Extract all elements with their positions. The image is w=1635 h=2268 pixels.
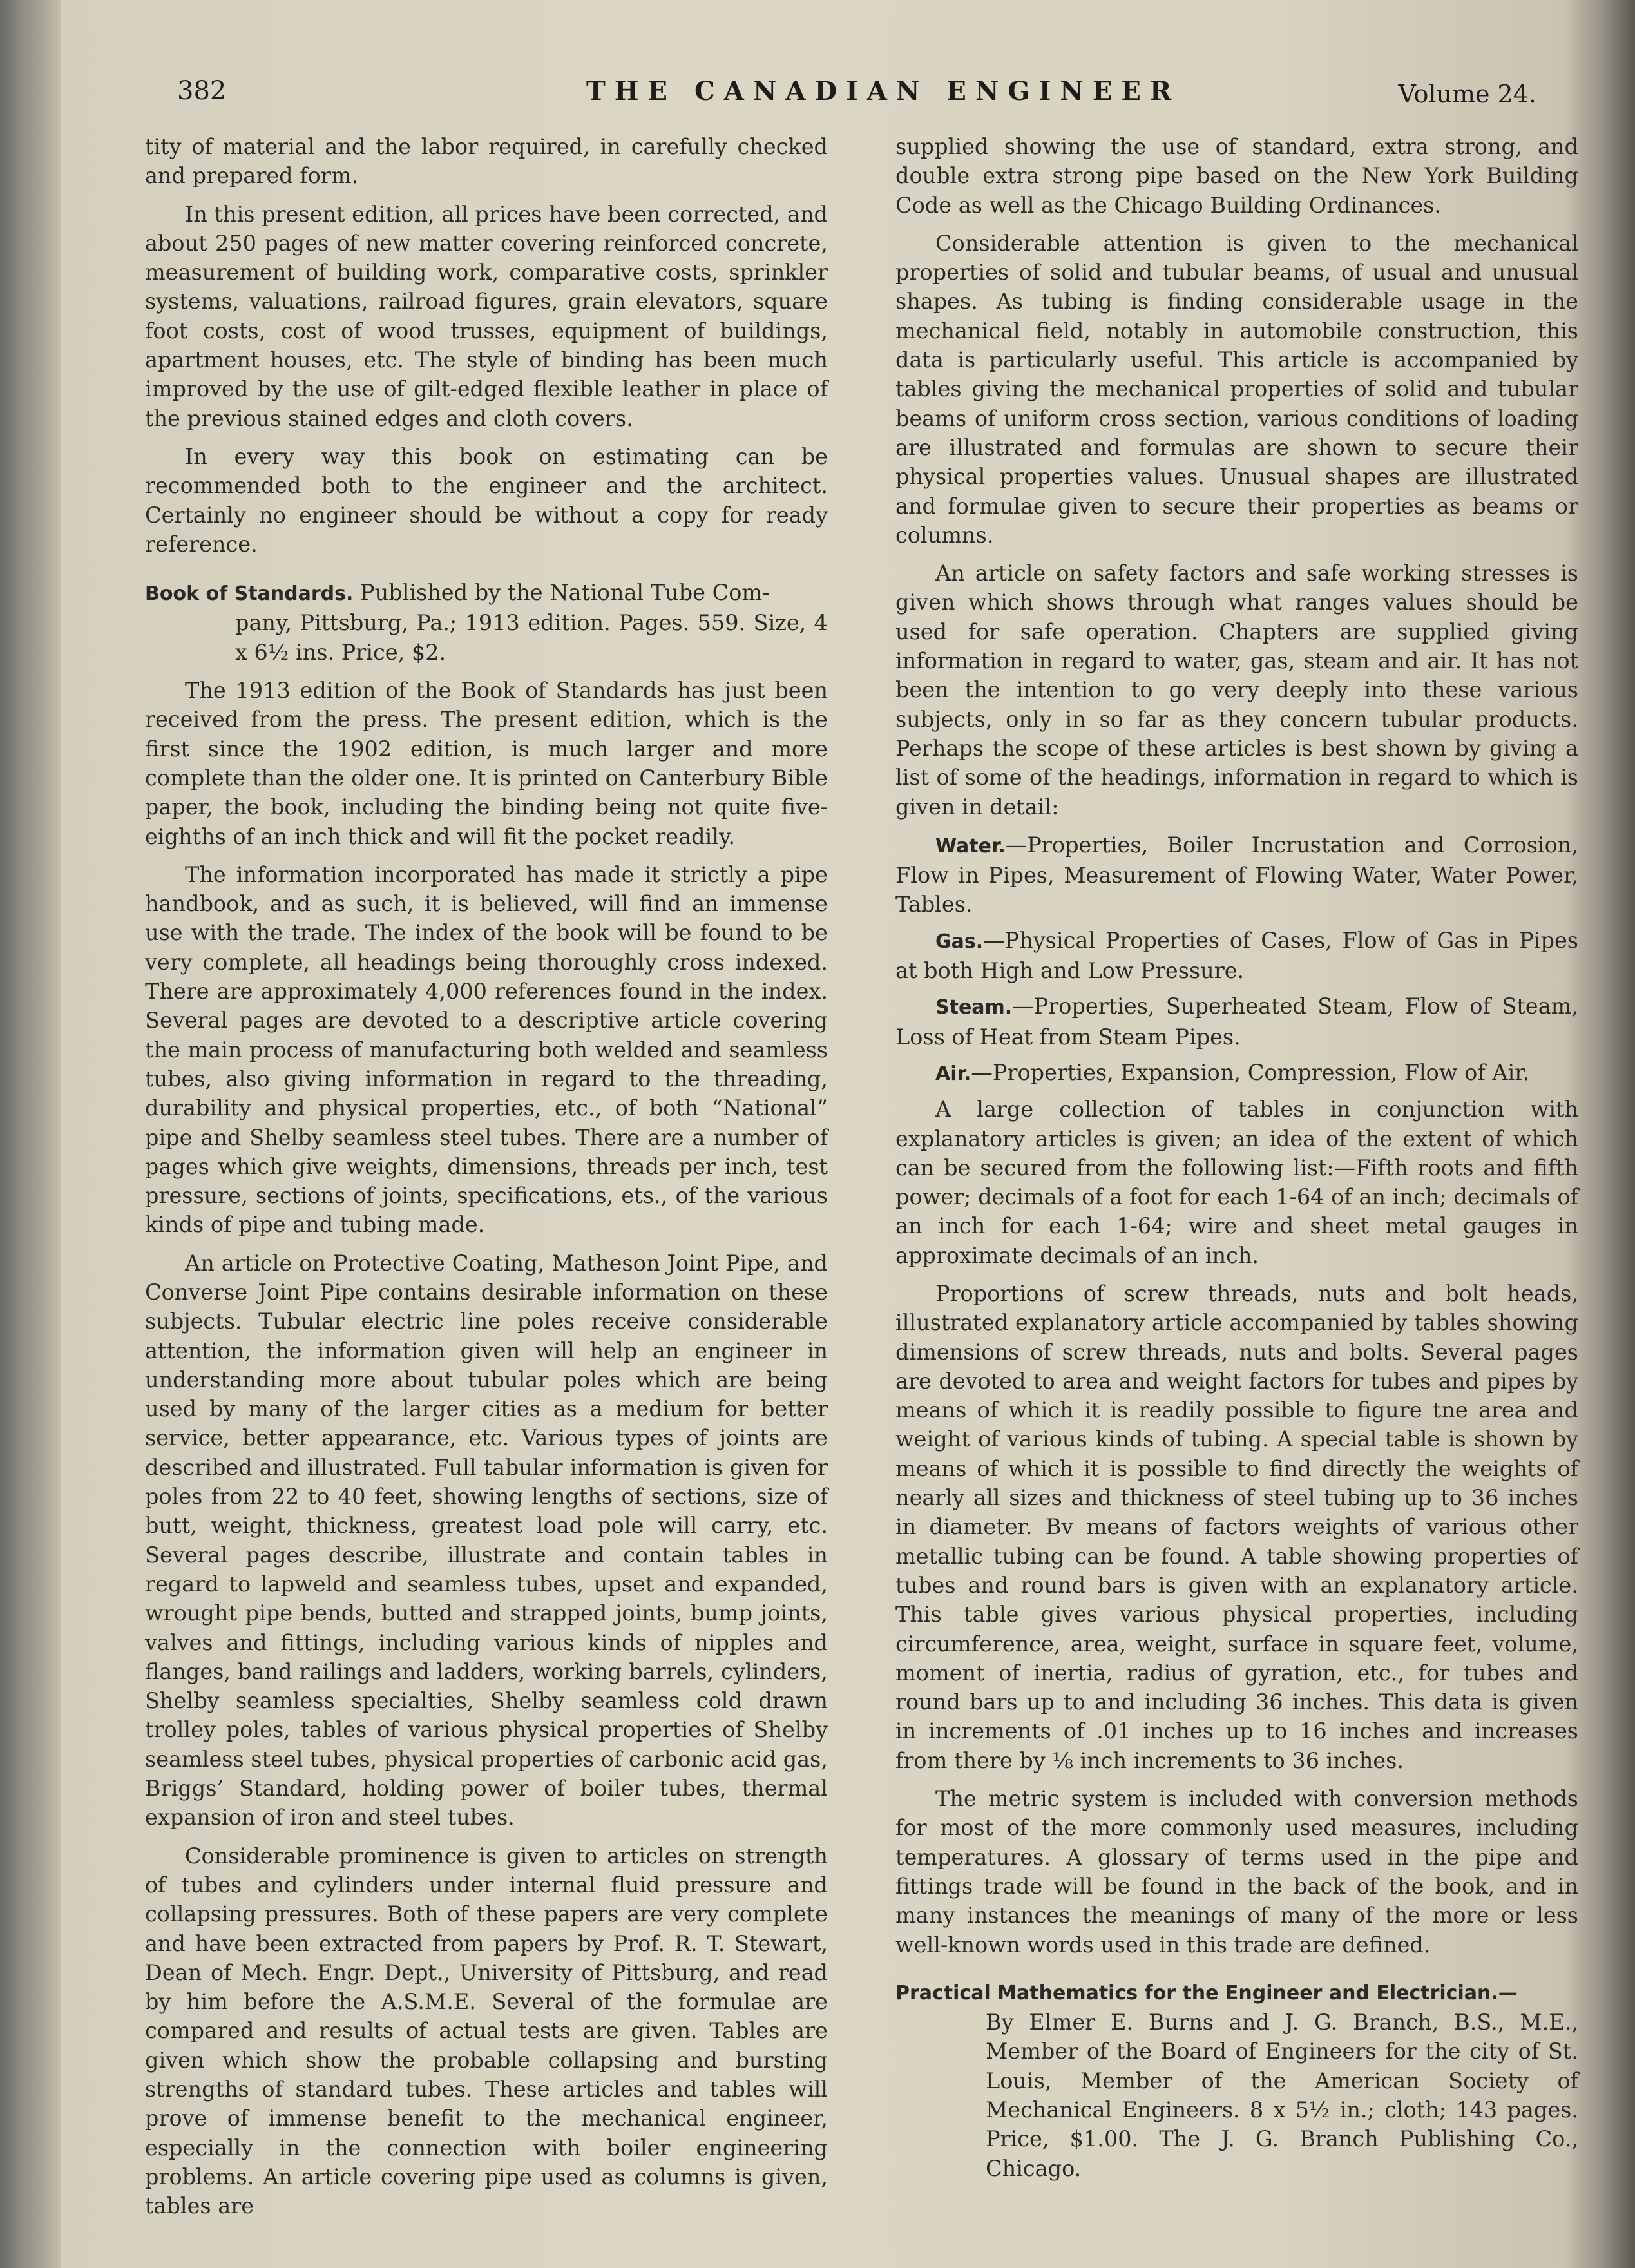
left-column: [145, 132, 828, 2229]
book-review-heading: [895, 1979, 1578, 2183]
volume-label: Volume 24.: [1398, 80, 1536, 108]
subsection-text: —Properties, Expansion, Compression, Flow of Air.: [971, 1059, 1530, 1085]
paragraph: A large collection of tables in conjunction with explanatory articles is given; an idea of the extent of which can be secured from the following list:—Fifth roots and fifth power; decimals of a foot for each 1-64 of an inch; decimals of an inch for each 1-64; wire and sheet metal gauges in approximate decimals of an inch.: [895, 1097, 1578, 1268]
paragraph: In this present edition, all prices have been corrected, and about 250 pages of new matter covering reinforced concrete, measurement of building work, comparative costs, sprinkler systems, valuations, railroad figures, grain elevators, square foot costs, cost of wood trusses, equipment of buildings, apartment houses, etc. The style of binding has been much improved by the use of gilt-edged flexible leather in place of the previous stained edges and cloth covers.: [145, 201, 828, 431]
paragraph: An article on Protective Coating, Matheson Joint Pipe, and Converse Joint Pipe contains desirable information on these subjects. Tubular electric line poles receive considerable attention, the information given will help an engineer in understanding more about tubular poles which are being used by many of the larger cities as a medium for better service, better appearance, etc. Various types of joints are described and illustrated. Full tabular information is given for poles from 22 to 40 feet, showing lengths of sections, size of butt, weight, thickness, greatest load pole will carry, etc. Several pages describe, illustrate and contain tables in regard to lapweld and seamless tubes, upset and expanded, wrought pipe bends, butted and strapped joints, bump joints, valves and fittings, including various kinds of nipples and flanges, band railings and ladders, working barrels, cylinders, Shelby seamless specialties, Shelby seamless cold drawn trolley poles, tables of various physical properties of Shelby seamless steel tubes, physical properties of carbonic acid gas, Briggs’ Standard, holding power of boiler tubes, thermal expansion of iron and steel tubes.: [145, 1250, 828, 1831]
running-header: [177, 76, 1536, 121]
paragraph: tity of material and the labor required, in carefully checked and prepared form.: [145, 134, 828, 189]
right-column: [895, 132, 1578, 2192]
subsection-water: [895, 831, 1578, 919]
book-title: Book of Standards.: [145, 582, 354, 606]
paragraph: Considerable prominence is given to articles on strength of tubes and cylinders under internal fluid pressure and collapsing pressures. Both of these papers are very complete and have been extracted from papers by Prof. R. T. Stewart, Dean of Mech. Engr. Dept., University of Pittsburg, and read by him before the A.S.M.E. Several of the formulae are compared and results of actual tests are given. Tables are given which show the probable collapsing and bursting strengths of standard tubes. These articles and tables will prove of immense benefit to the mechanical engineer, especially in the connection with boiler engineering problems. An article covering pipe used as columns is given, tables are: [145, 1843, 828, 2219]
paragraph: The metric system is included with conversion methods for most of the more commonly used measures, including temperatures. A glossary of terms used in the pipe and fittings trade will be found in the back of the book, and in many instances the meanings of many of the more or less well-known words used in this trade are defined.: [895, 1786, 1578, 1957]
subsection-heading: Air.: [935, 1062, 971, 1085]
book-publisher: Published by the National Tube Com-: [360, 580, 770, 606]
paragraph: Considerable attention is given to the mechanical properties of solid and tubular beams, of usual and unusual shapes. As tubing is finding considerable usage in the mechanical field, notably in automobile construction, this data is particularly useful. This article is accompanied by tables giving the mechanical properties of solid and tubular beams of uniform cross section, various conditions of loading are illustrated and formulas are shown to secure their physical properties values. Unusual shapes are illustrated and formulae given to secure their properties as beams or columns.: [895, 230, 1578, 548]
paragraph: In every way this book on estimating can be recommended both to the engineer and the architect. Certainly no engineer should be without a copy for ready reference.: [145, 443, 828, 557]
book-review-heading: [145, 578, 828, 667]
paragraph: An article on safety factors and safe working stresses is given which shows through what ranges values should be used for safe operation. Chapters are supplied giving information in regard to water, gas, steam and air. It has not been the intention to go very deeply into these various subjects, only in so far as they concern tubular products. Perhaps the scope of these articles is best shown by giving a list of some of the headings, information in regard to which is given in detail:: [895, 561, 1578, 820]
paragraph: The 1913 edition of the Book of Standards has just been received from the press. The present edition, which is the first since the 1902 edition, is much larger and more complete than the older one. It is printed on Canterbury Bible paper, the book, including the binding being not quite five-eighths of an inch thick and will fit the pocket readily.: [145, 678, 828, 849]
book-details: pany, Pittsburg, Pa.; 1913 edition. Pages. 559. Size, 4 x 6½ ins. Price, $2.: [235, 610, 828, 665]
book-details: By Elmer E. Burns and J. G. Branch, B.S., M.E., Member of the Board of Engineers for the city of St. Louis, Member of the American Society of Mechanical Engineers. 8 x 5½ in.; cloth; 143 pages. Price, $1.00. The J. G. Branch Publishing Co., Chicago.: [986, 2010, 1578, 2181]
journal-title: THE CANADIAN ENGINEER: [586, 76, 1181, 106]
subsection-steam: [895, 992, 1578, 1052]
subsection-text: —Properties, Superheated Steam, Flow of Steam, Loss of Heat from Steam Pipes.: [895, 994, 1578, 1050]
subsection-text: —Physical Properties of Cases, Flow of Gas in Pipes at both High and Low Pressure.: [895, 927, 1578, 984]
book-title: Practical Mathematics for the Engineer and Electrician.—: [895, 1981, 1518, 2004]
subsection-gas: [895, 926, 1578, 986]
subsection-heading: Steam.: [935, 996, 1013, 1019]
paragraph: supplied showing the use of standard, extra strong, and double extra strong pipe based on the New York Building Code as well as the Chicago Building Ordinances.: [895, 134, 1578, 218]
page-number: 382: [177, 76, 227, 106]
subsection-heading: Gas.: [935, 930, 984, 953]
subsection-text: —Properties, Boiler Incrustation and Corrosion, Flow in Pipes, Measurement of Flowing Water, Water Power, Tables.: [895, 832, 1578, 918]
binding-edge: [0, 0, 61, 2268]
paragraph: The information incorporated has made it strictly a pipe handbook, and as such, it is believed, will find an immense use with the trade. The index of the book will be found to be very complete, all headings being thoroughly cross indexed. There are approximately 4,000 references found in the index. Several pages are devoted to a descriptive article covering the main process of manufacturing both welded and seamless tubes, also giving information in regard to the threading, durability and physical properties, etc., of both “National” pipe and Shelby seamless steel tubes. There are a number of pages which give weights, dimensions, threads per inch, test pressure, sections of joints, specifications, ets., of the various kinds of pipe and tubing made.: [145, 861, 828, 1238]
paragraph: Proportions of screw threads, nuts and bolt heads, illustrated explanatory article accompanied by tables showing dimensions of screw threads, nuts and bolts. Several pages are devoted to area and weight factors for tubes and pipes by means of which it is readily possible to figure tne area and weight of various kinds of tubing. A special table is shown by means of which it is possible to find directly the weights of nearly all sizes and thickness of steel tubing up to 36 inches in diameter. Bv means of factors weights of various other metallic tubing can be found. A table showing properties of tubes and round bars is given with an explanatory article. This table gives various physical properties, including circumference, area, weight, surface in square feet, volume, moment of inertia, radius of gyration, etc., for tubes and round bars up to and including 36 inches. This data is given in increments of .01 inches up to 16 inches and increases from there by ⅛ inch increments to 36 inches.: [895, 1280, 1578, 1773]
subsection-air: [895, 1058, 1578, 1088]
subsection-heading: Water.: [935, 834, 1006, 858]
